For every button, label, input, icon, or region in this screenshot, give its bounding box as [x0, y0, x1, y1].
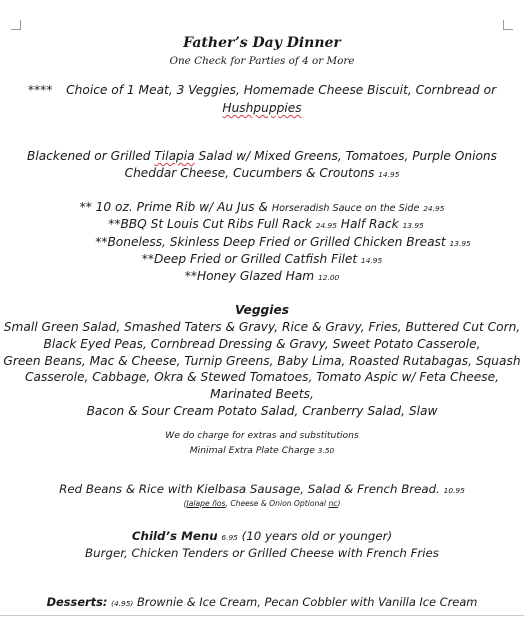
child-menu-heading: Child’s Menu — [131, 529, 218, 543]
desserts-label: Desserts: — [46, 595, 108, 609]
veggies-line: Marinated Beets, — [210, 387, 314, 401]
veggies-line: Casserole, Cabbage, Okra & Stewed Tomatoes, Tomato Aspic w/ Feta Cheese, — [25, 370, 499, 384]
extras-charge-text: Minimal Extra Plate Charge — [189, 445, 315, 456]
page-edge-line — [0, 615, 524, 616]
extras-charge — [0, 443, 524, 459]
note-text: , Cheese & Onion Optional — [225, 499, 329, 508]
meat-item — [0, 199, 524, 217]
meat-text: **Honey Glazed Ham — [184, 269, 319, 283]
veggies-line: Small Green Salad, Smashed Taters & Gravy, Rice & Gravy, Fries, Buttered Cut Corn, — [3, 320, 521, 334]
salad-price: 14.95 — [378, 170, 400, 179]
meat-item — [0, 216, 524, 234]
redbeans-note — [0, 498, 524, 510]
page-corner-marker — [11, 20, 21, 30]
meat-text: **Deep Fried or Grilled Catfish Filet — [141, 252, 362, 266]
desserts-line — [0, 594, 524, 612]
veggies-line: Green Beans, Mac & Cheese, Turnip Greens, Baby Lima, Roasted Rutabagas, Squash — [3, 354, 521, 368]
tilapia-text: Tilapia — [154, 149, 195, 163]
desserts-price: (4.95) — [111, 599, 134, 608]
note-paren: ) — [337, 499, 341, 508]
redbeans-price: 10.95 — [443, 486, 465, 495]
meat-item — [0, 251, 524, 269]
menu-title: Father’s Day Dinner — [183, 35, 341, 51]
extras-price: 3.50 — [317, 446, 335, 455]
meat-text: **BBQ St Louis Cut Ribs Full Rack — [108, 217, 316, 231]
meat-item — [0, 268, 524, 286]
meat-text-mid: Half Rack — [336, 217, 403, 231]
meat-text: ** 10 oz. Prime Rib w/ Au Jus & — [79, 200, 272, 214]
meat-text-small: Horseradish Sauce on the Side — [271, 203, 420, 214]
jalapenos-text: Jalape ños — [186, 499, 226, 508]
meat-price: 12.00 — [318, 273, 340, 282]
note-paren: ( — [183, 499, 187, 508]
child-menu-age: (10 years old or younger) — [237, 529, 393, 543]
redbeans-line — [0, 481, 524, 499]
hushpuppies-text: Hushpuppies — [222, 101, 302, 115]
child-menu-items: Burger, Chicken Tenders or Grilled Cheese with French Fries — [85, 546, 439, 560]
salad-text-cont: Salad w/ Mixed Greens, Tomatoes, Purple Onions — [194, 149, 498, 163]
meat-price: 13.95 — [449, 239, 471, 248]
meat-item — [0, 234, 524, 252]
page-corner-marker — [503, 20, 513, 30]
salad-line-2 — [0, 165, 524, 183]
meat-text: **Boneless, Skinless Deep Fried or Grilled Chicken Breast — [95, 235, 450, 249]
meat-price: 24.95 — [315, 221, 337, 230]
child-menu-line — [0, 528, 524, 546]
child-menu-price: 6.95 — [221, 533, 238, 542]
salad-line-1 — [0, 148, 524, 164]
menu-subtitle: One Check for Parties of 4 or More — [169, 55, 355, 67]
choice-line-2 — [0, 100, 524, 116]
redbeans-text: Red Beans & Rice with Kielbasa Sausage, Salad & French Bread. — [59, 482, 444, 496]
salad-text-line2: Cheddar Cheese, Cucumbers & Croutons — [124, 166, 375, 180]
choice-line — [0, 82, 524, 98]
desserts-text: Brownie & Ice Cream, Pecan Cobbler with Vanilla Ice Cream — [133, 595, 478, 609]
meat-price: 13.95 — [402, 221, 424, 230]
choice-text: Choice of 1 Meat, 3 Veggies, Homemade Cheese Biscuit, Cornbread or — [66, 83, 497, 97]
meat-price: 14.95 — [361, 256, 383, 265]
veggies-heading: Veggies — [235, 303, 289, 317]
nc-text: nc — [328, 499, 338, 508]
veggies-line: Bacon & Sour Cream Potato Salad, Cranberry Salad, Slaw — [86, 404, 438, 418]
veggies-line: Black Eyed Peas, Cornbread Dressing & Gravy, Sweet Potato Casserole, — [43, 337, 481, 351]
meat-price: 24.95 — [423, 204, 445, 213]
extras-note: We do charge for extras and substitutions — [165, 430, 359, 441]
choice-stars: **** — [27, 83, 53, 97]
salad-text: Blackened or Grilled — [26, 149, 155, 163]
